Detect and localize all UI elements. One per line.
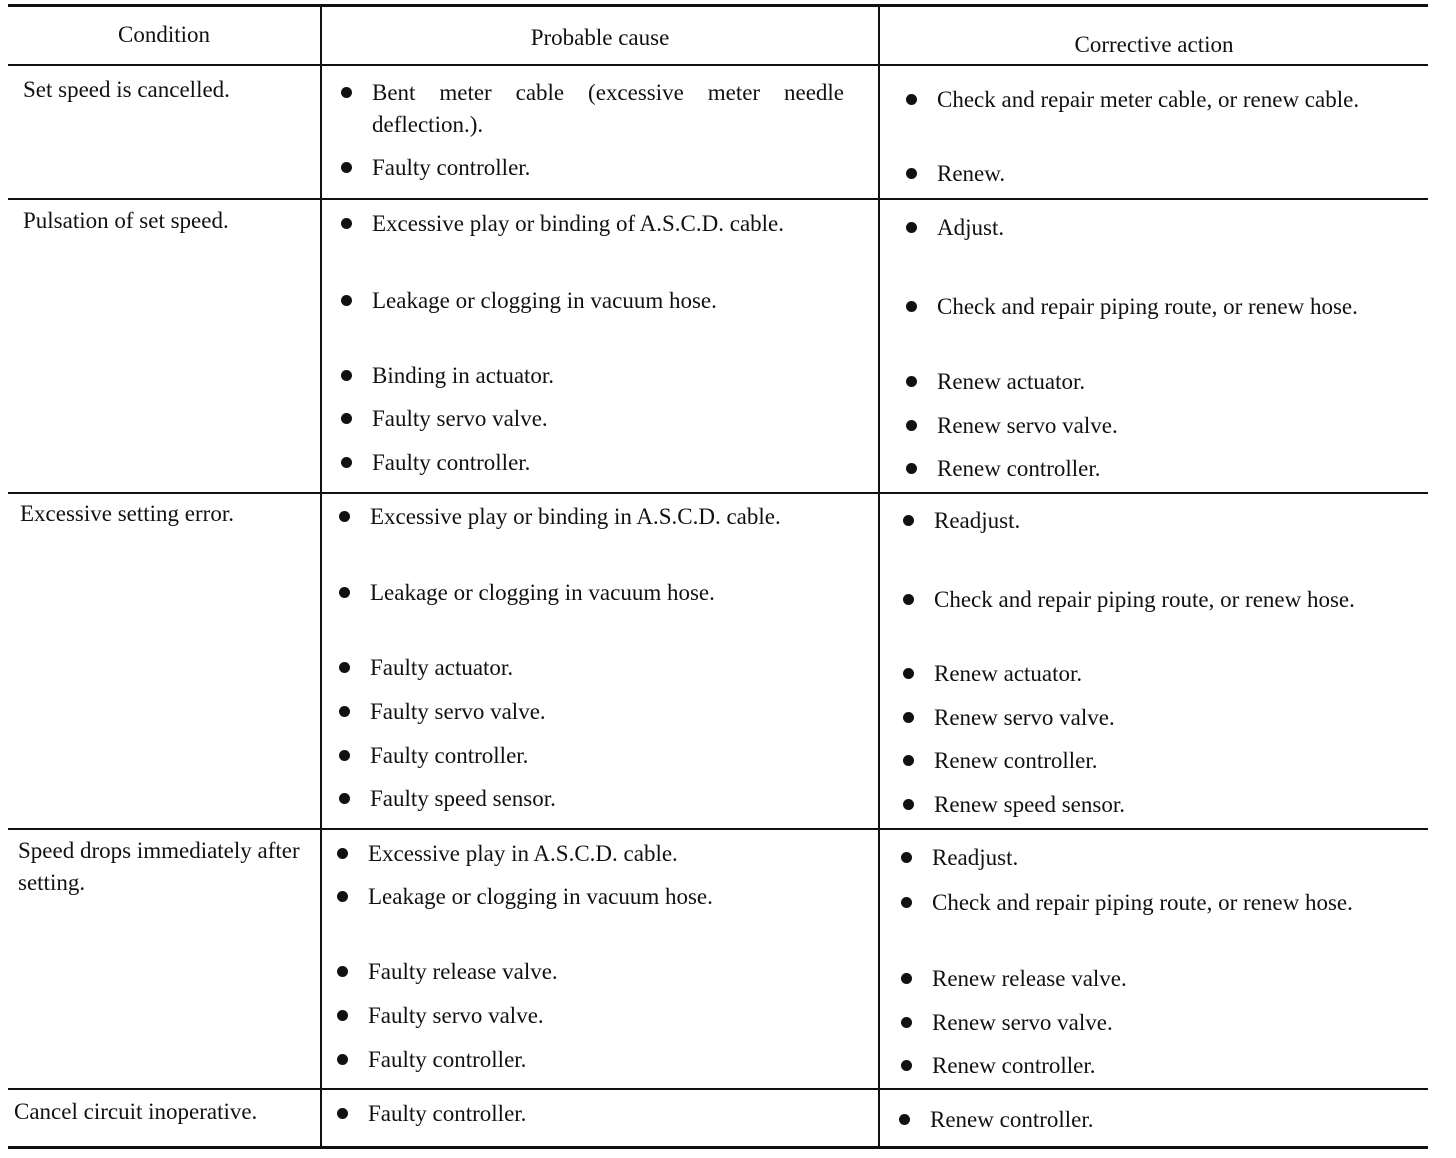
action-item: Check and repair piping route, or renew hose. xyxy=(898,887,1404,919)
row-divider-1 xyxy=(8,198,1428,200)
cause-item: Faulty servo valve. xyxy=(336,696,842,728)
condition-cell: Cancel circuit inoperative. xyxy=(14,1099,258,1124)
header-probable-cause: Probable cause xyxy=(530,25,670,50)
cause-item: Faulty speed sensor. xyxy=(336,783,842,815)
condition-cell: Excessive setting error. xyxy=(20,501,234,526)
row-divider-4 xyxy=(8,1088,1428,1090)
cause-item: Faulty servo valve. xyxy=(334,1000,840,1032)
condition-cell: Pulsation of set speed. xyxy=(23,208,229,233)
row-divider-2 xyxy=(8,492,1428,494)
cause-item: Leakage or clogging in vacuum hose. xyxy=(338,285,844,317)
condition-cell: Speed drops immediately after setting. xyxy=(18,838,300,895)
cause-item: Faulty controller. xyxy=(338,447,844,479)
header-condition: Condition xyxy=(117,22,210,47)
action-item: Renew servo valve. xyxy=(903,410,1407,442)
action-item: Renew controller. xyxy=(896,1104,1402,1136)
row-divider-3 xyxy=(8,828,1428,830)
cause-item: Excessive play or binding of A.S.C.D. cable. xyxy=(338,208,844,240)
action-item: Renew controller. xyxy=(900,745,1406,777)
action-item: Renew actuator. xyxy=(903,366,1407,398)
action-item: Renew servo valve. xyxy=(900,702,1406,734)
cause-item: Faulty controller. xyxy=(336,740,842,772)
table-top-rule xyxy=(8,4,1428,7)
action-item: Renew controller. xyxy=(898,1050,1404,1082)
cause-item: Faulty controller. xyxy=(334,1098,840,1130)
column-divider-2 xyxy=(878,6,880,1146)
cause-item: Leakage or clogging in vacuum hose. xyxy=(336,577,842,609)
cause-item: Excessive play or binding in A.S.C.D. cable. xyxy=(336,501,842,533)
action-item: Check and repair piping route, or renew hose. xyxy=(903,291,1407,323)
cause-item: Faulty controller. xyxy=(334,1044,840,1076)
action-item: Renew controller. xyxy=(903,453,1407,485)
cause-item: Faulty controller. xyxy=(338,152,844,184)
header-bottom-rule xyxy=(8,64,1428,66)
action-item: Readjust. xyxy=(900,505,1406,537)
troubleshooting-table xyxy=(8,0,1428,1158)
header-corrective-action: Corrective action xyxy=(1074,32,1234,57)
action-item: Readjust. xyxy=(898,842,1404,874)
condition-cell: Set speed is cancelled. xyxy=(23,77,230,102)
cause-item: Faulty actuator. xyxy=(336,652,842,684)
action-item: Check and repair piping route, or renew hose. xyxy=(900,584,1406,616)
action-item: Renew actuator. xyxy=(900,658,1406,690)
cause-item: Leakage or clogging in vacuum hose. xyxy=(334,881,840,913)
action-item: Adjust. xyxy=(903,212,1407,244)
column-divider-1 xyxy=(320,6,322,1146)
action-item: Renew release valve. xyxy=(898,963,1404,995)
action-item: Check and repair meter cable, or renew cable. xyxy=(903,84,1407,116)
cause-item: Faulty release valve. xyxy=(334,956,840,988)
table-bottom-rule xyxy=(8,1146,1428,1149)
cause-item: Bent meter cable (excessive meter needle deflection.). xyxy=(338,77,844,141)
cause-item: Excessive play in A.S.C.D. cable. xyxy=(334,838,840,870)
cause-item: Binding in actuator. xyxy=(338,360,844,392)
action-item: Renew servo valve. xyxy=(898,1007,1404,1039)
cause-item: Faulty servo valve. xyxy=(338,403,844,435)
action-item: Renew speed sensor. xyxy=(900,789,1406,821)
action-item: Renew. xyxy=(903,158,1407,190)
